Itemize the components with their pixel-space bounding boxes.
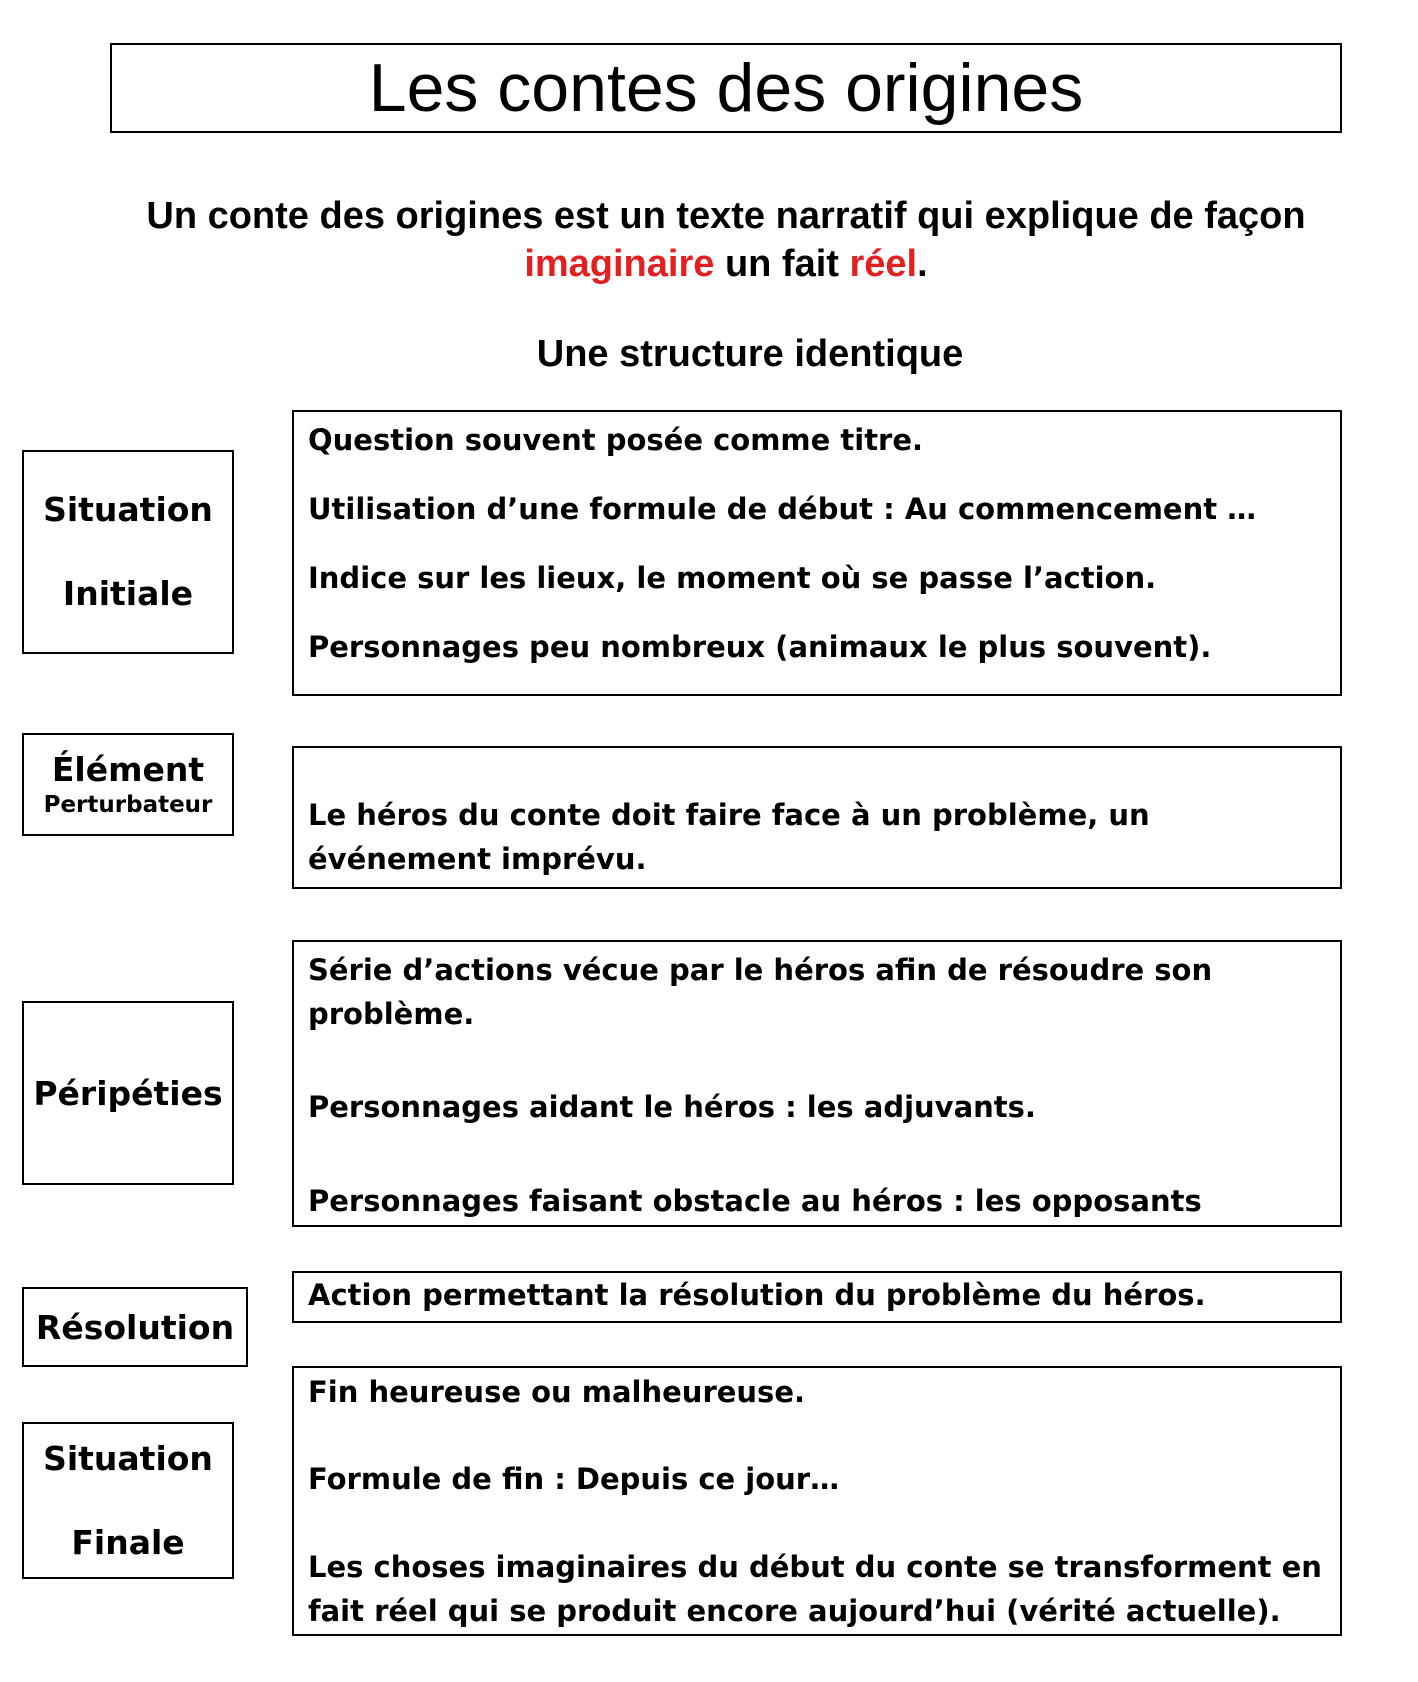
definition	[140, 192, 1312, 288]
label-peripeties-text: Péripéties	[33, 1073, 223, 1113]
section-title: Une structure identique	[536, 333, 964, 375]
finale-item: Les choses imaginaires du début du conte se transforment en fait réel qui se produit encore aujourd’hui (vérité actuelle).	[308, 1550, 1322, 1628]
definition-text-start: Un conte des origines est un texte narratif qui explique de façon	[146, 195, 1306, 237]
title-box	[110, 43, 1342, 133]
label-resolution	[22, 1287, 248, 1367]
definition-highlight-reel: réel	[849, 243, 918, 285]
label-situation-initiale-line1: Situation	[43, 490, 213, 529]
content-situation-initiale	[292, 410, 1342, 696]
label-situation-finale-line2: Finale	[71, 1522, 185, 1562]
label-element-perturbateur-line2: Perturbateur	[43, 791, 213, 818]
label-peripeties	[22, 1001, 234, 1185]
perturbateur-item: Le héros du conte doit faire face à un problème, un événement imprévu.	[308, 798, 1150, 876]
label-element-perturbateur	[22, 733, 234, 836]
finale-item: Formule de fin : Depuis ce jour…	[308, 1462, 840, 1496]
content-peripeties	[292, 940, 1342, 1227]
content-element-perturbateur	[292, 746, 1342, 889]
page-title: Les contes des origines	[368, 50, 1084, 126]
definition-text-end: .	[917, 243, 928, 285]
content-situation-finale	[292, 1366, 1342, 1636]
content-resolution	[292, 1271, 1342, 1323]
label-resolution-text: Résolution	[35, 1307, 235, 1347]
finale-item: Fin heureuse ou malheureuse.	[308, 1375, 806, 1409]
initial-item: Personnages peu nombreux (animaux le plus souvent).	[308, 630, 1212, 664]
definition-text-middle: un fait	[714, 243, 850, 285]
peripeties-item: Personnages aidant le héros : les adjuvants.	[308, 1090, 1036, 1124]
label-element-perturbateur-line1: Élément	[51, 749, 205, 789]
initial-item: Utilisation d’une formule de début : Au commencement …	[308, 492, 1257, 526]
label-situation-finale-line1: Situation	[43, 1438, 213, 1478]
label-situation-initiale-line2: Initiale	[62, 574, 194, 613]
label-situation-initiale	[22, 450, 234, 654]
resolution-item: Action permettant la résolution du problème du héros.	[308, 1278, 1206, 1312]
initial-item: Indice sur les lieux, le moment où se passe l’action.	[308, 561, 1157, 595]
definition-highlight-imaginaire: imaginaire	[524, 243, 715, 285]
peripeties-item: Personnages faisant obstacle au héros : les opposants	[308, 1184, 1202, 1218]
peripeties-item: Série d’actions vécue par le héros afin de résoudre son problème.	[308, 953, 1213, 1031]
label-situation-finale	[22, 1422, 234, 1579]
initial-item: Question souvent posée comme titre.	[308, 423, 924, 457]
